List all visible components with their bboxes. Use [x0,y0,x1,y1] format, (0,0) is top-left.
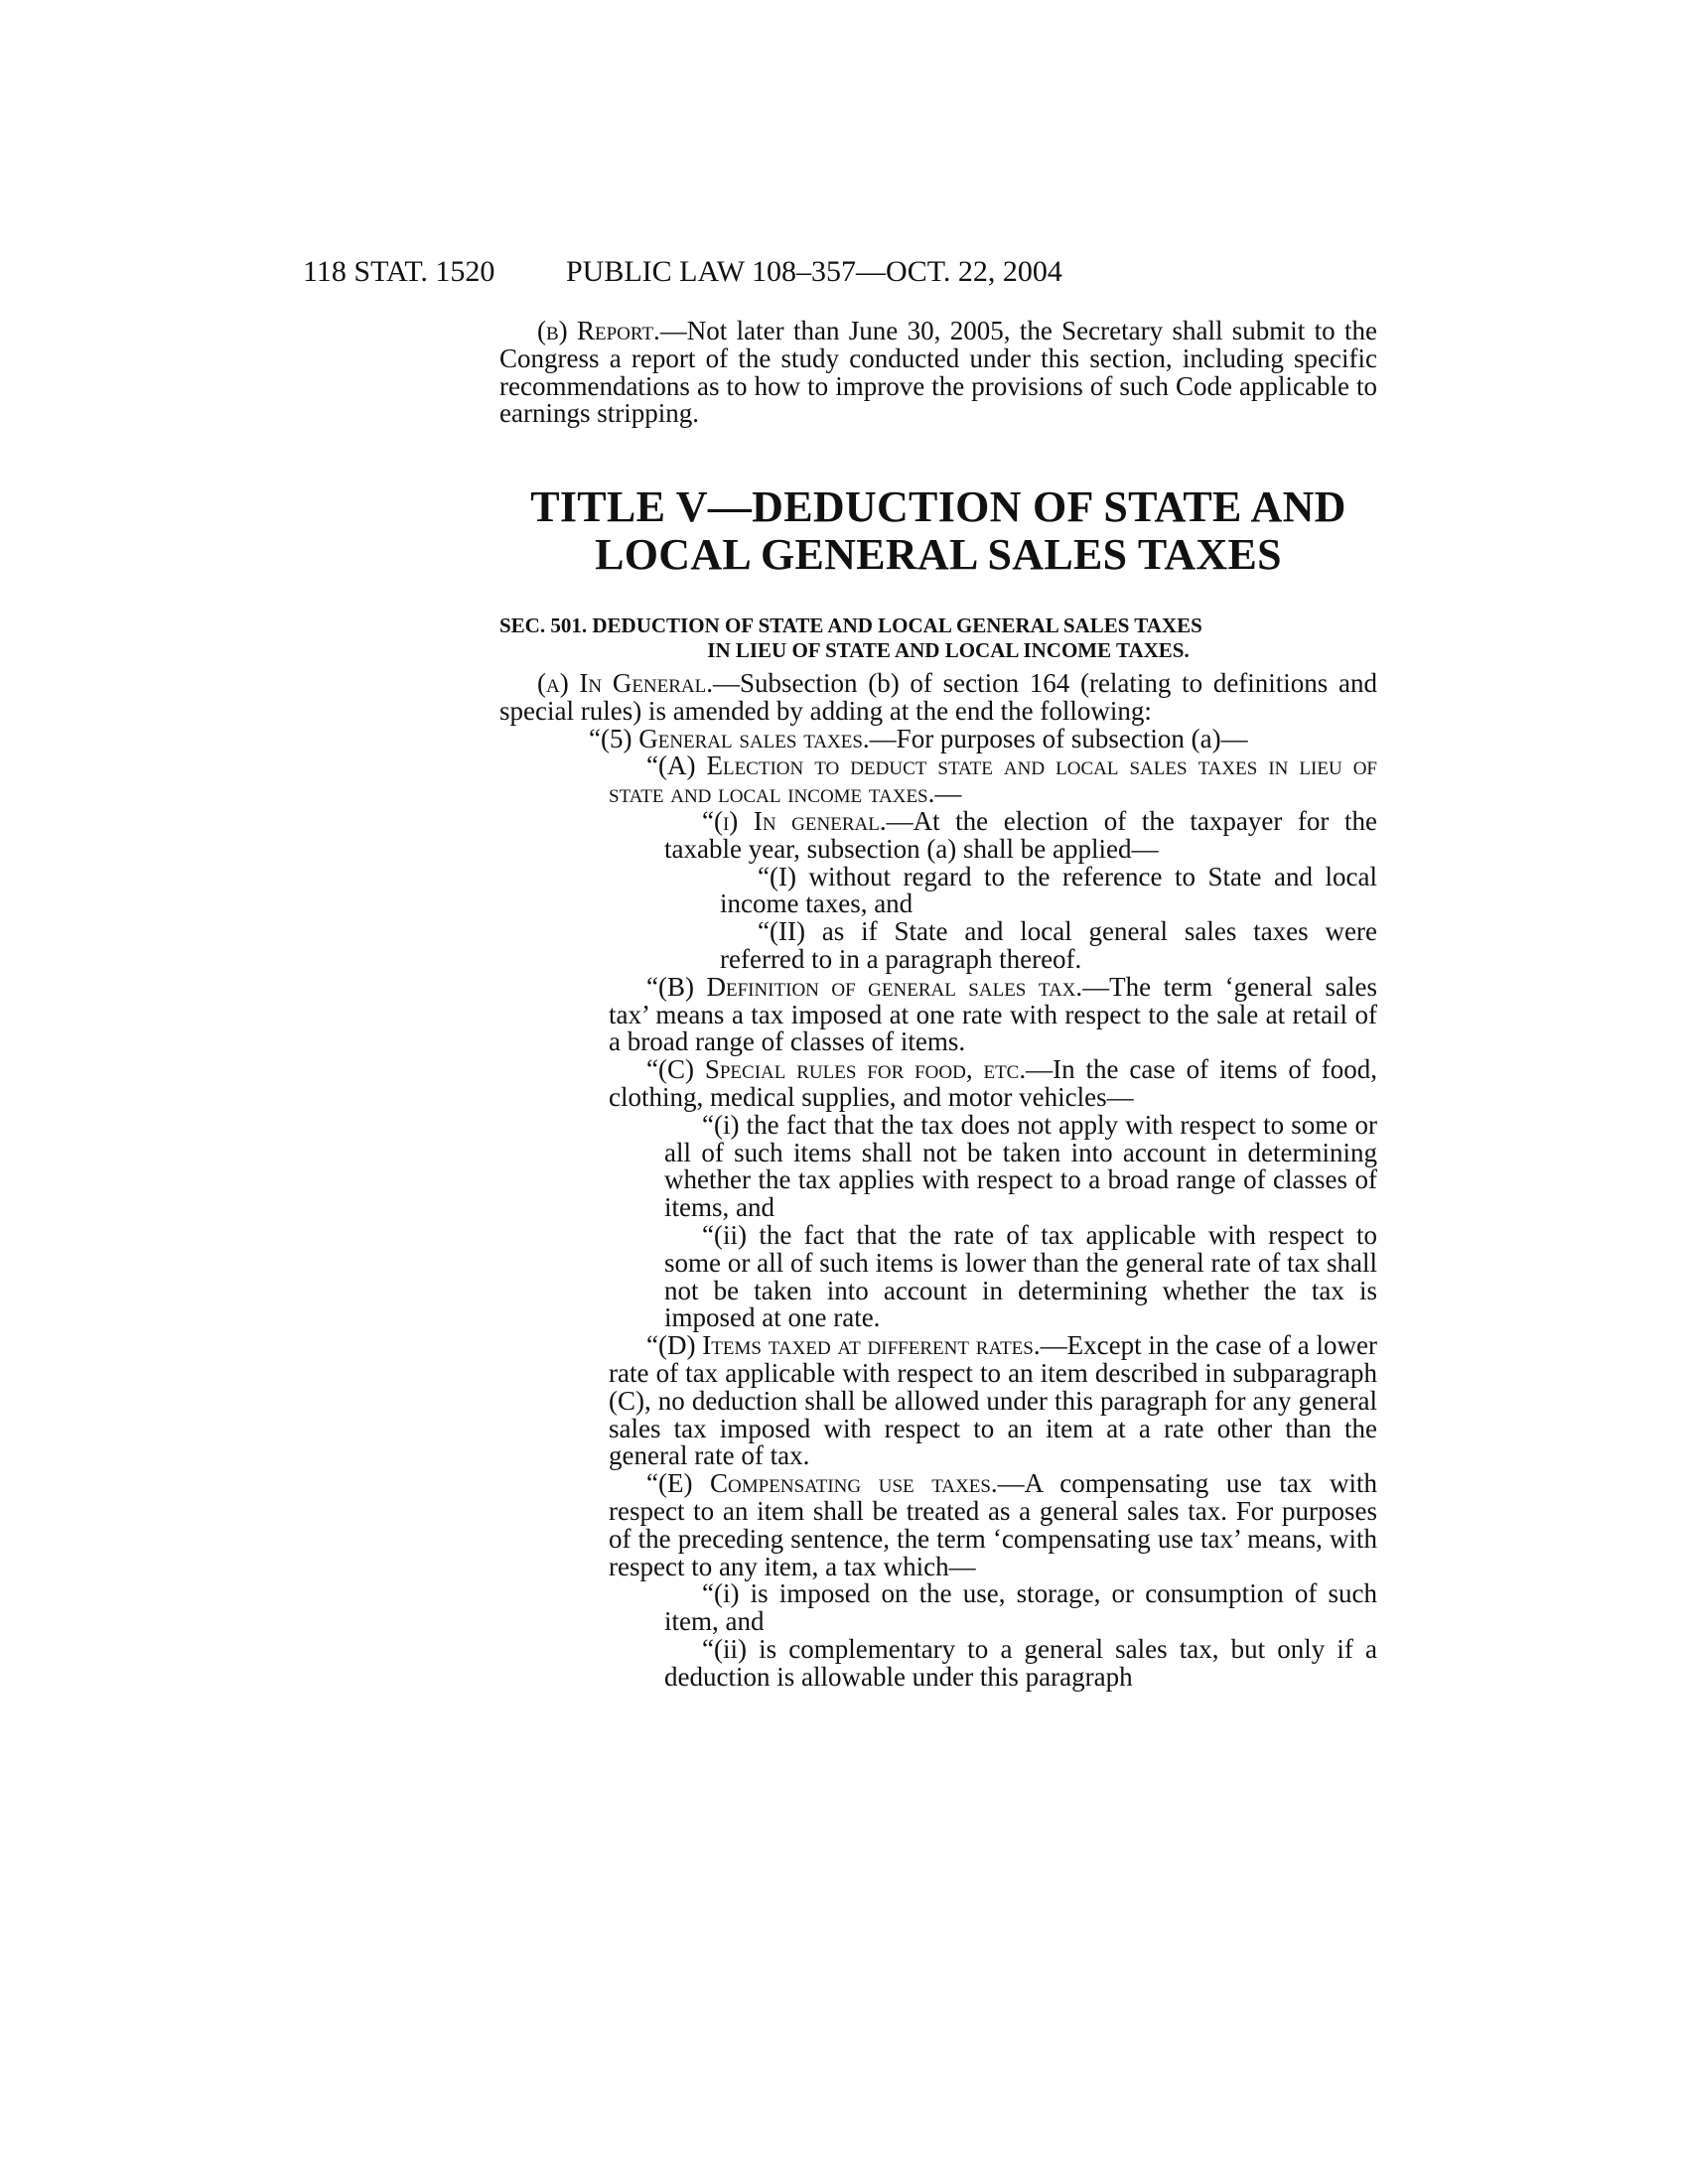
paragraph-lead: “(E) Compensating use taxes. [646,1468,998,1499]
subparagraph-D [499,1332,1377,1470]
report-label: (b) Report. [537,316,660,345]
subparagraph-E [499,1470,1377,1580]
paragraph-5 [499,723,1377,753]
subparagraph-A [499,752,1377,808]
paragraph-lead: “(5) General sales taxes. [589,723,870,753]
public-law-citation: PUBLIC LAW 108–357—OCT. 22, 2004 [566,255,1062,288]
paragraph-text: “(I) without regard to the reference to State and local income taxes, and [720,861,1377,919]
clause-E-ii [499,1633,1377,1692]
paragraph-text: — [934,778,962,809]
paragraph-text: —For purposes of subsection (a)— [869,723,1248,753]
report-paragraph [499,318,1377,428]
subparagraph-C [499,1056,1377,1112]
paragraph-text: “(ii) the fact that the rate of tax applicable with respect to some or all of such items is lower than the general rate of tax shall not be taken into account in determining whether the tax is imposed at one rate. [664,1219,1377,1333]
paragraph-text: “(II) as if State and local general sales taxes were referred to in a paragraph thereof. [720,916,1377,974]
paragraph-text: “(ii) is complementary to a general sales tax, but only if a deduction is allowable under this paragraph [664,1633,1377,1692]
paragraph-text: —The term ‘general sales tax’ means a tax imposed at one rate with respect to the sale at retail of a broad range of classes of items. [609,971,1378,1057]
paragraph-lead: “(i) In general. [702,805,887,836]
paragraph-lead: “(A) Election to deduct state and local sales taxes in lieu of state and local income taxes. [609,751,1377,809]
subclause-I [499,861,1377,919]
title-line-2: LOCAL GENERAL SALES TAXES [595,530,1282,579]
report-text: —Not later than June 30, 2005, the Secretary shall submit to the Congress a report of the study conducted under this section, including specific recommendations as to how to improve the provisions of such Code applicable to earnings stripping. [499,316,1377,429]
clause-C-ii [499,1219,1377,1333]
paragraph-text: —Subsection (b) of section 164 (relating to definitions and special rules) is amended by adding at the end the following: [499,668,1378,726]
title-line-1: TITLE V—DEDUCTION OF STATE AND [530,482,1346,531]
title-heading [499,483,1377,579]
paragraph-a [499,670,1377,726]
section-heading-line-1: SEC. 501. DEDUCTION OF STATE AND LOCAL GENERAL SALES TAXES [499,614,1202,637]
paragraph-text: —In the case of items of food, clothing, medical supplies, and motor vehicles— [609,1054,1377,1112]
paragraph-lead: “(B) Definition of general sales tax. [646,971,1083,1002]
paragraph-text: —Except in the case of a lower rate of tax applicable with respect to an item described in subparagraph (C), no deduction shall be allowed under this paragraph for any general sales tax imposed with respect to an item at a rate other than the general rate of tax. [609,1330,1377,1471]
paragraph-lead: “(C) Special rules for food, etc. [646,1054,1027,1085]
paragraph-lead: (a) In General. [537,668,714,698]
section-heading-line-2: IN LIEU OF STATE AND LOCAL INCOME TAXES. [707,638,1190,662]
clause-E-i [499,1580,1377,1636]
paragraph-text: —A compensating use tax with respect to an item shall be treated as a general sales tax. For purposes of the preceding sentence, the term ‘compensating use tax’ means, with respect to any item, a tax which— [609,1468,1377,1581]
report-subsection [499,318,1377,428]
clause-A-i [499,805,1377,864]
statute-page-number: 118 STAT. 1520 [303,255,495,288]
paragraph-text: —At the election of the taxpayer for the taxable year, subsection (a) shall be applied— [664,805,1377,864]
paragraph-text: “(i) is imposed on the use, storage, or consumption of such item, and [664,1578,1377,1637]
paragraph-lead: “(D) Items taxed at different rates. [646,1330,1041,1361]
page-header [303,252,1380,292]
section-body [499,670,1377,1691]
section-heading [499,614,1377,663]
subclause-II [499,918,1377,974]
subparagraph-B [499,971,1378,1057]
paragraph-text: “(i) the fact that the tax does not apply with respect to some or all of such items shall not be taken into account in determining whether the tax applies with respect to a broad range of classes of items, and [664,1109,1377,1223]
clause-C-i [499,1109,1377,1223]
